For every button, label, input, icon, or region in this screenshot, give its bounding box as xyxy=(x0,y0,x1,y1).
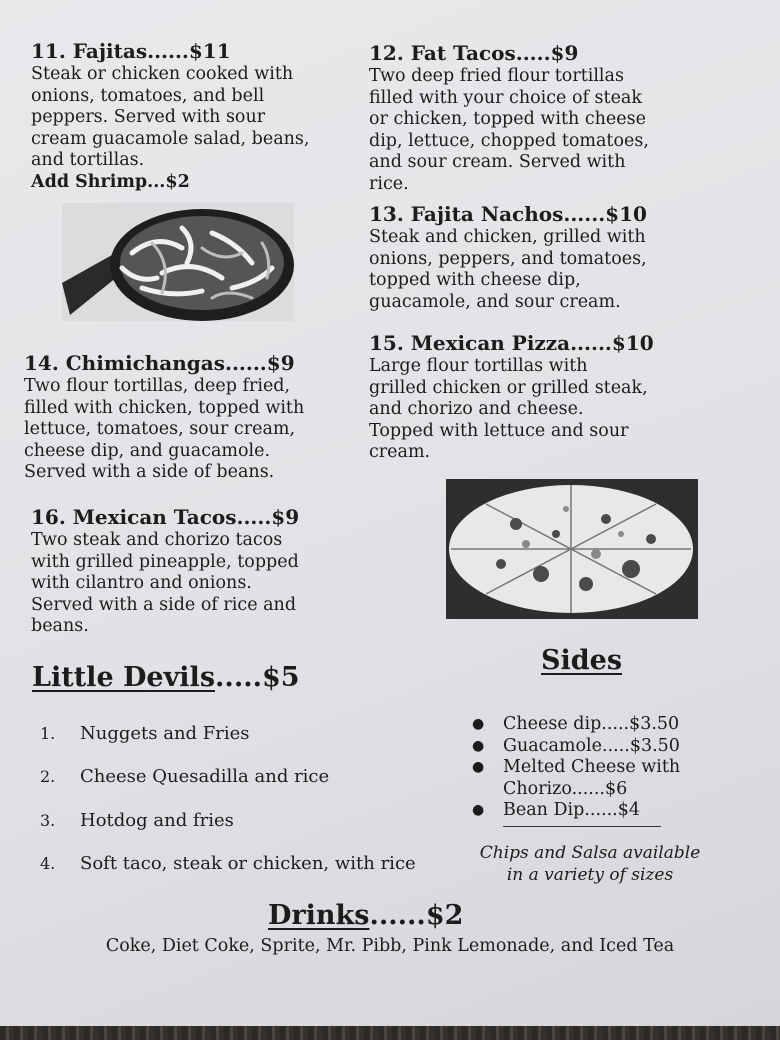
divider xyxy=(503,826,661,827)
drinks-heading: Drinks......$2 xyxy=(268,900,464,931)
menu-item-fajitas xyxy=(31,38,351,193)
bullet-icon: ● xyxy=(472,759,485,775)
list-item: ● Bean Dip......$4 xyxy=(472,800,640,820)
list-item: 1. Nuggets and Fries xyxy=(40,723,250,744)
list-item: ● Melted Cheese with Chorizo......$6 xyxy=(472,757,681,799)
menu-item-chimichangas xyxy=(24,350,344,484)
item-title: 12. Fat Tacos.....$9 xyxy=(369,41,579,65)
little-devils-heading: Little Devils.....$5 xyxy=(32,662,300,693)
menu-item-fat-tacos xyxy=(369,40,709,195)
list-item: ● Cheese dip.....$3.50 xyxy=(472,714,680,734)
fajitas-photo xyxy=(62,203,294,321)
item-title: 13. Fajita Nachos......$10 xyxy=(369,202,647,226)
menu-item-mexican-pizza xyxy=(369,330,709,464)
item-description: Steak or chicken cooked with onions, tomatoes, and bell peppers. Served with sour cream guacamole salad, beans, and tortillas. xyxy=(31,64,310,170)
menu-item-fajita-nachos xyxy=(369,201,709,313)
item-description: Steak and chicken, grilled with onions, peppers, and tomatoes, topped with cheese dip, guacamole, and sour cream. xyxy=(369,227,647,312)
item-title: 16. Mexican Tacos.....$9 xyxy=(31,505,300,529)
item-title: 15. Mexican Pizza......$10 xyxy=(369,331,654,355)
pizza-photo xyxy=(446,479,698,619)
sides-list xyxy=(470,714,710,822)
bullet-icon: ● xyxy=(472,716,485,732)
bullet-icon: ● xyxy=(472,802,485,818)
item-description: Two deep fried flour tortillas filled with your choice of steak or chicken, topped with cheese dip, lettuce, chopped tomatoes, and sour cream. Served with rice. xyxy=(369,66,649,194)
chips-note: Chips and Salsa available in a variety of sizes xyxy=(479,843,701,885)
bullet-icon: ● xyxy=(472,737,485,754)
item-description: Two flour tortillas, deep fried, filled with chicken, topped with lettuce, tomatoes, sour cream, cheese dip, and guacamole. Served with a side of beans. xyxy=(24,376,305,482)
item-description: Two steak and chorizo tacos with grilled pineapple, topped with cilantro and onions. Served with a side of rice and beans. xyxy=(31,530,299,636)
list-item: 2. Cheese Quesadilla and rice xyxy=(40,766,330,787)
countertop xyxy=(0,1026,780,1040)
list-item: 4. Soft taco, steak or chicken, with rice xyxy=(40,853,416,874)
add-shrimp-option: Add Shrimp...$2 xyxy=(31,171,190,192)
drinks-list: Coke, Diet Coke, Sprite, Mr. Pibb, Pink Lemonade, and Iced Tea xyxy=(105,936,675,956)
sides-heading: Sides xyxy=(541,645,623,676)
item-description: Large flour tortillas with grilled chicken or grilled steak, and chorizo and cheese. Topped with lettuce and sour cream. xyxy=(369,356,648,462)
list-item: ● Guacamole.....$3.50 xyxy=(472,735,680,756)
menu-item-mexican-tacos xyxy=(31,504,351,638)
item-title: 11. Fajitas......$11 xyxy=(31,39,231,63)
item-title: 14. Chimichangas......$9 xyxy=(24,351,295,375)
list-item: 3. Hotdog and fries xyxy=(40,810,234,831)
